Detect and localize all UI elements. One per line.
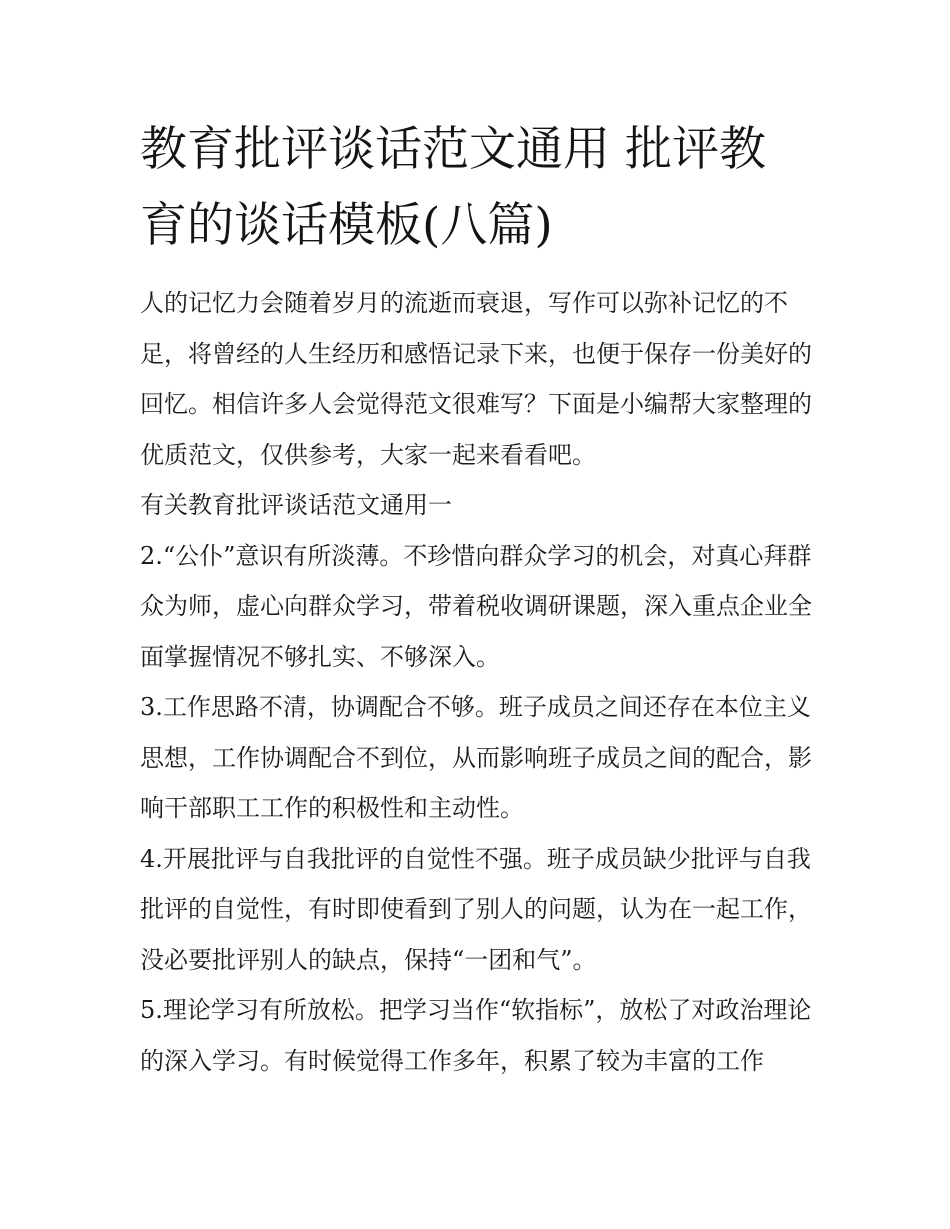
paragraph-item-3: 3.工作思路不清，协调配合不够。班子成员之间还存在本位主义思想，工作协调配合不到位，从而影响班子成员之间的配合，影响干部职工工作的积极性和主动性。 (140, 693, 812, 822)
document-body (140, 112, 812, 1086)
paragraph-item-2: 2.“公仆”意识有所淡薄。不珍惜向群众学习的机会，对真心拜群众为师，虚心向群众学习，带着税收调研课题，深入重点企业全面掌握情况不够扎实、不够深入。 (140, 541, 812, 671)
paragraph-item-4: 4.开展批评与自我批评的自觉性不强。班子成员缺少批评与自我批评的自觉性，有时即使看到了别人的问题，认为在一起工作，没必要批评别人的缺点，保持“一团和气”。 (140, 844, 812, 974)
paragraph-item-5: 5.理论学习有所放松。把学习当作“软指标”，放松了对政治理论的深入学习。有时候觉得工作多年，积累了较为丰富的工作 (140, 996, 812, 1075)
paragraph-intro: 人的记忆力会随着岁月的流逝而衰退，写作可以弥补记忆的不足，将曾经的人生经历和感悟记录下来，也便于保存一份美好的回忆。相信许多人会觉得范文很难写？下面是小编帮大家整理的优质范文，仅供参考，大家一起来看看吧。 (140, 289, 812, 469)
section-heading: 有关教育批评谈话范文通用一 (140, 491, 452, 519)
document-title: 教育批评谈话范文通用 批评教育的谈话模板(八篇) (140, 122, 766, 253)
